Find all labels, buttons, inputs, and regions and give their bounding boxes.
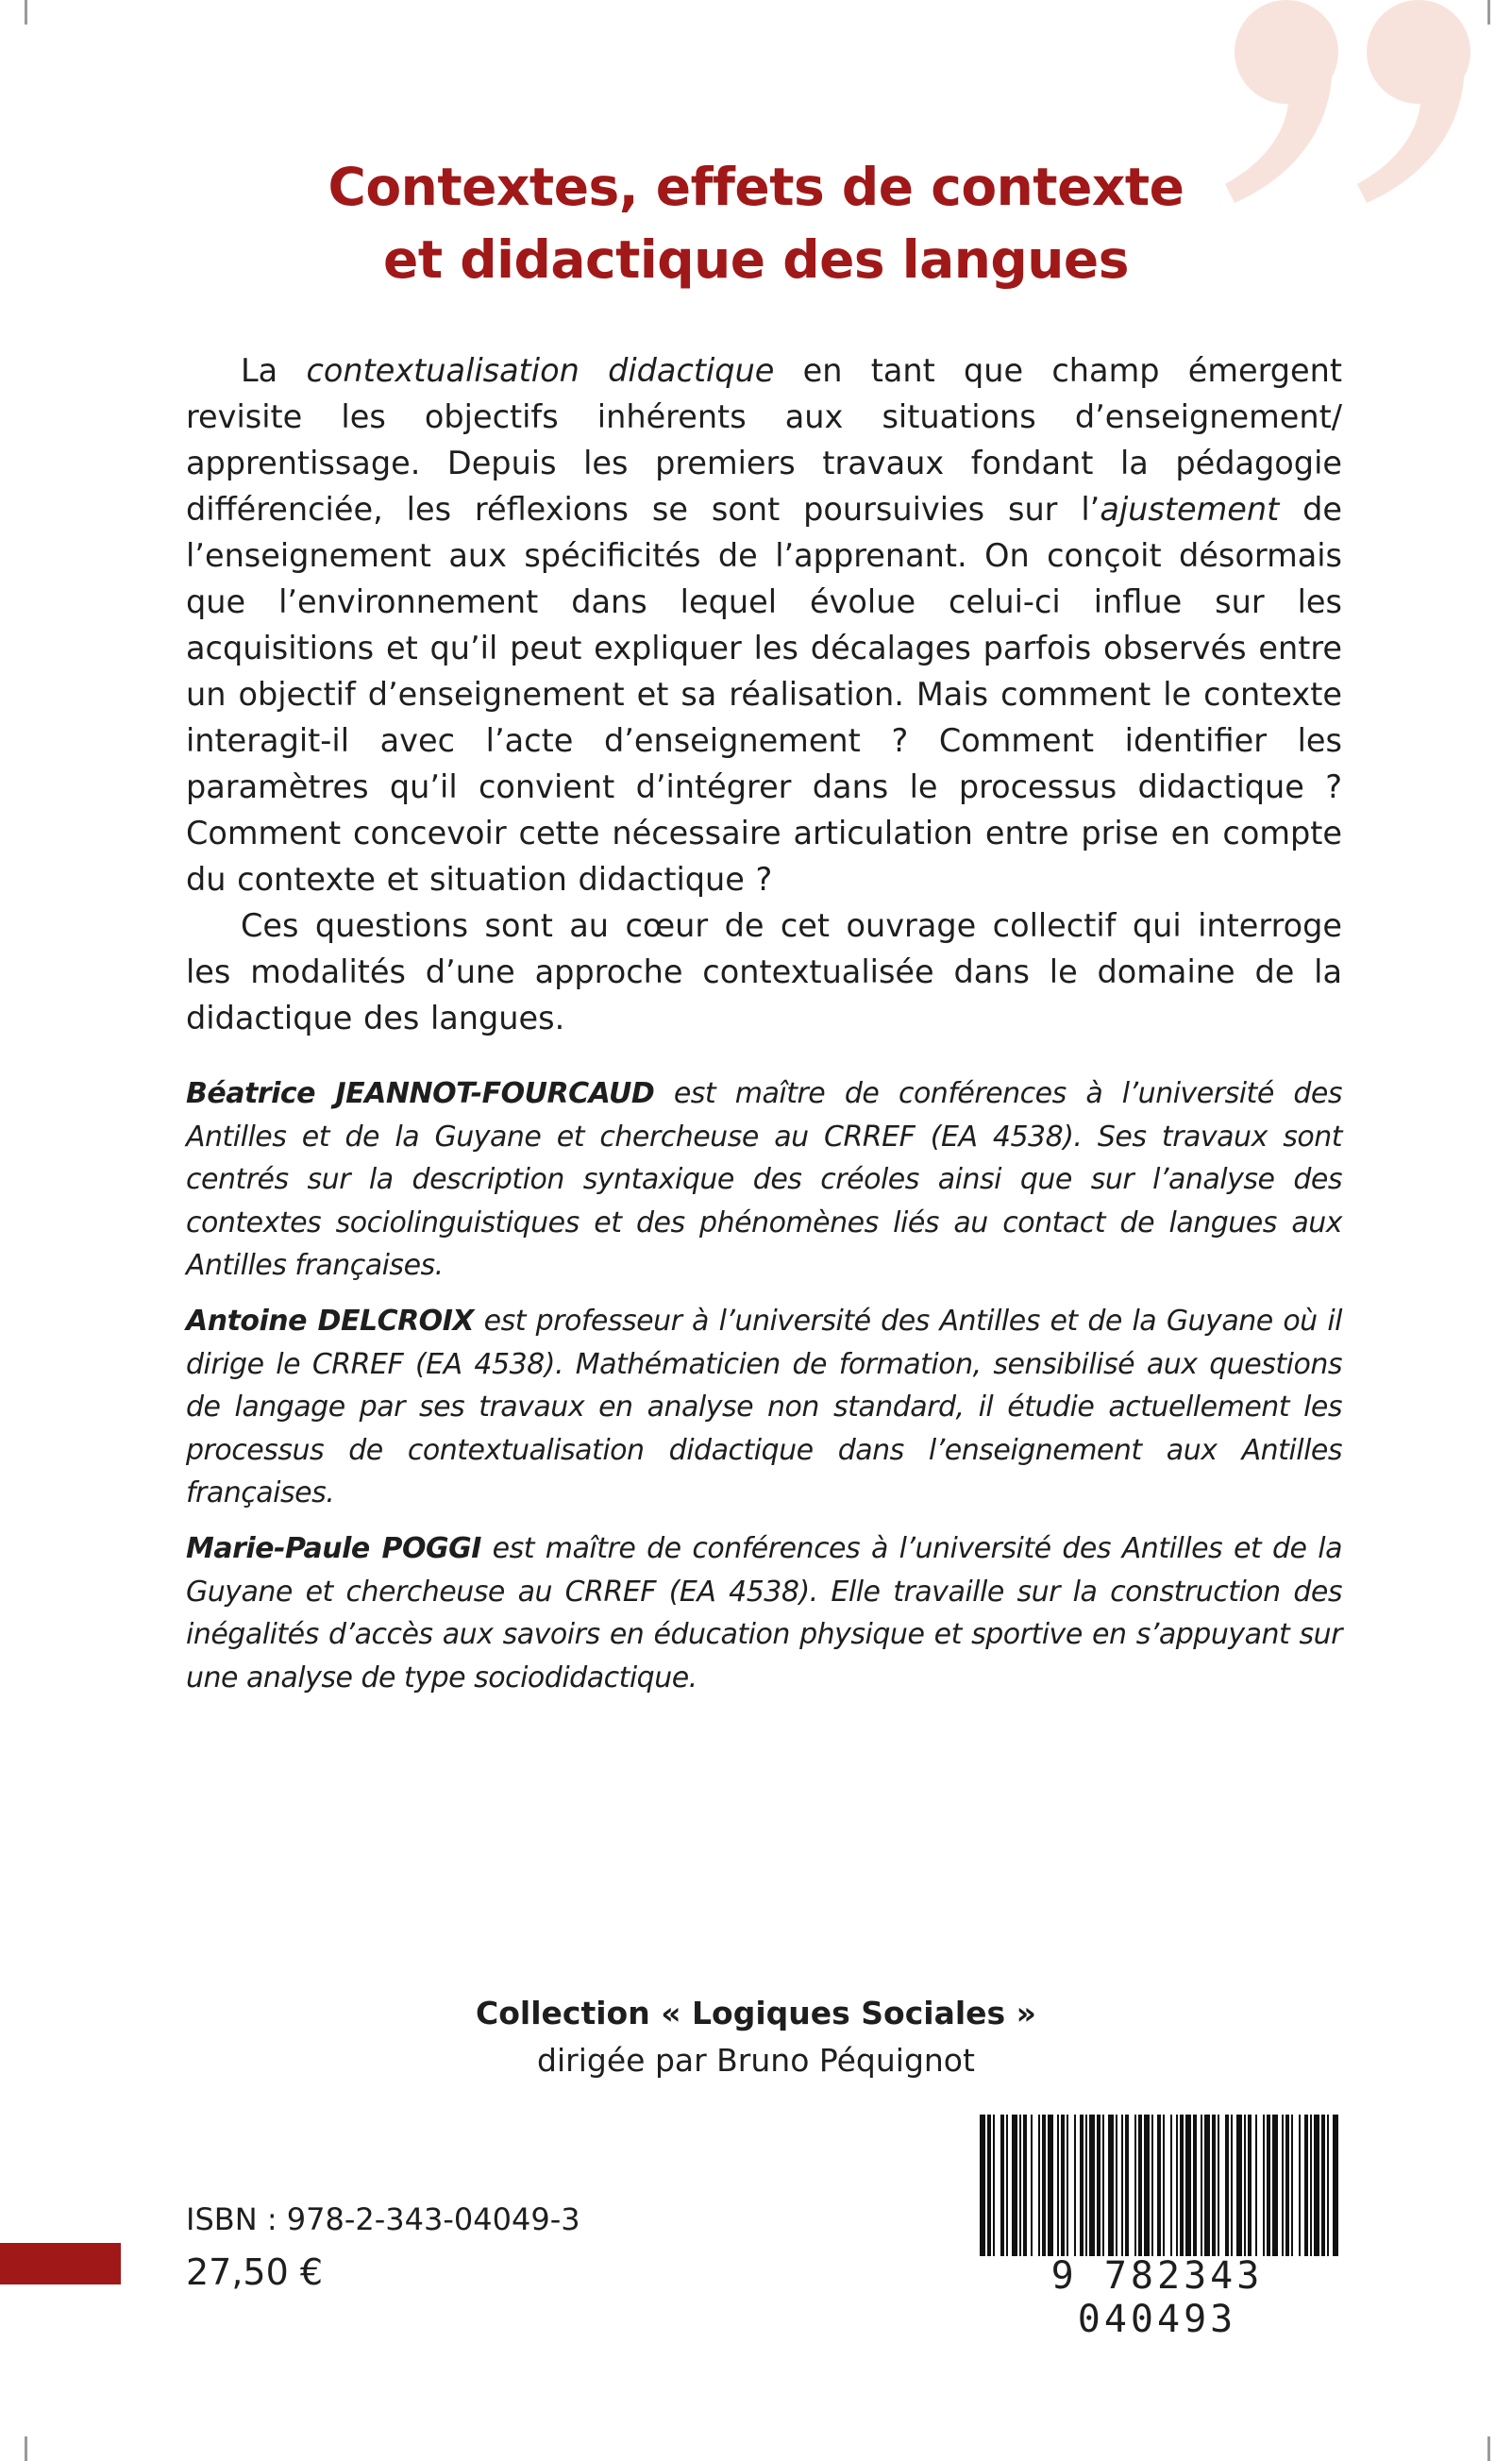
- summary-italic-term: ajustement: [1100, 491, 1280, 528]
- author-name: Marie-Paule POGGI: [186, 1532, 481, 1565]
- crop-mark: [25, 2436, 27, 2461]
- author-name: Béatrice JEANNOT-FOURCAUD: [186, 1077, 655, 1110]
- summary-paragraph-1: [186, 347, 1342, 902]
- author-description: est maître de conférences à l’université des Antilles et de la Guyane et chercheuse au CRREF (EA 4538). Ses travaux sont centrés sur la description syntaxique des créoles ainsi que sur l’analyse des contextes sociolinguistiques et des phénomènes liés au contact de langues aux Antilles françaises.: [186, 1077, 1342, 1282]
- summary-italic-term: contextualisation didactique: [306, 352, 775, 389]
- crop-mark: [25, 0, 27, 25]
- isbn: ISBN : 978-2-343-04049-3: [186, 2201, 580, 2237]
- author-description: est professeur à l’université des Antilles et de la Guyane où il dirige le CRREF (EA 4538). Mathématicien de formation, sensibilisé aux questions de langage par ses travaux en analyse non standard, il étudie actuellement les processus de contextualisation didactique dans l’enseignement aux Antilles françaises.: [186, 1305, 1342, 1509]
- accent-bar: [0, 2243, 121, 2284]
- collection-name: Collection « Logiques Sociales »: [476, 1995, 1036, 2031]
- summary-paragraph-2: Ces questions sont au cœur de cet ouvrage collectif qui interroge les modalités d’une approche contextualisée dans le domaine de la didactique des langues.: [186, 907, 1342, 1037]
- title-line-1: Contextes, effets de contexte: [328, 157, 1184, 217]
- author-bio: [186, 1072, 1342, 1288]
- title-line-2: et didactique des langues: [383, 229, 1129, 290]
- author-description: est maître de conférences à l’université des Antilles et de la Guyane et chercheuse au CRREF (EA 4538). Elle travaille sur la construction des inégalités d’accès aux savoirs en éducation physique et sportive en s’appuyant sur une analyse de type sociodidactique.: [186, 1532, 1342, 1694]
- author-name: Antoine DELCROIX: [186, 1305, 474, 1338]
- summary-text: de l’enseignement aux spécificités de l’apprenant. On conçoit désormais que l’environnement dans lequel évolue celui-ci influe sur les acquisitions et qu’il peut expliquer les décalages parfois observés entre un objectif d’enseignement et sa réalisation. Mais comment le contexte interagit-il avec l’acte d’enseignement ? Comment identifier les paramètres qu’il convient d’intégrer dans le processus didactique ? Comment concevoir cette nécessaire articulation entre prise en compte du contexte et situation didactique ?: [186, 491, 1343, 898]
- author-bio: [186, 1300, 1342, 1515]
- price: 27,50 €: [186, 2251, 324, 2293]
- collection-director: dirigée par Bruno Péquignot: [537, 2042, 975, 2079]
- summary-text: La: [241, 352, 307, 389]
- summary-text: en tant que champ émergent revisite les objectifs inhérents aux situations d’enseignement/ apprentissage. Depuis les premiers travaux fondant la pédagogie différenciée, les réflexions se sont poursuivies sur l’: [186, 352, 1342, 528]
- author-bio: [186, 1527, 1342, 1699]
- barcode-digits: 9 782343 040493: [1050, 2254, 1264, 2341]
- collection-info: [0, 1990, 1512, 2084]
- book-title: [0, 151, 1512, 296]
- crop-mark: [1487, 2436, 1490, 2461]
- summary: [186, 347, 1342, 1041]
